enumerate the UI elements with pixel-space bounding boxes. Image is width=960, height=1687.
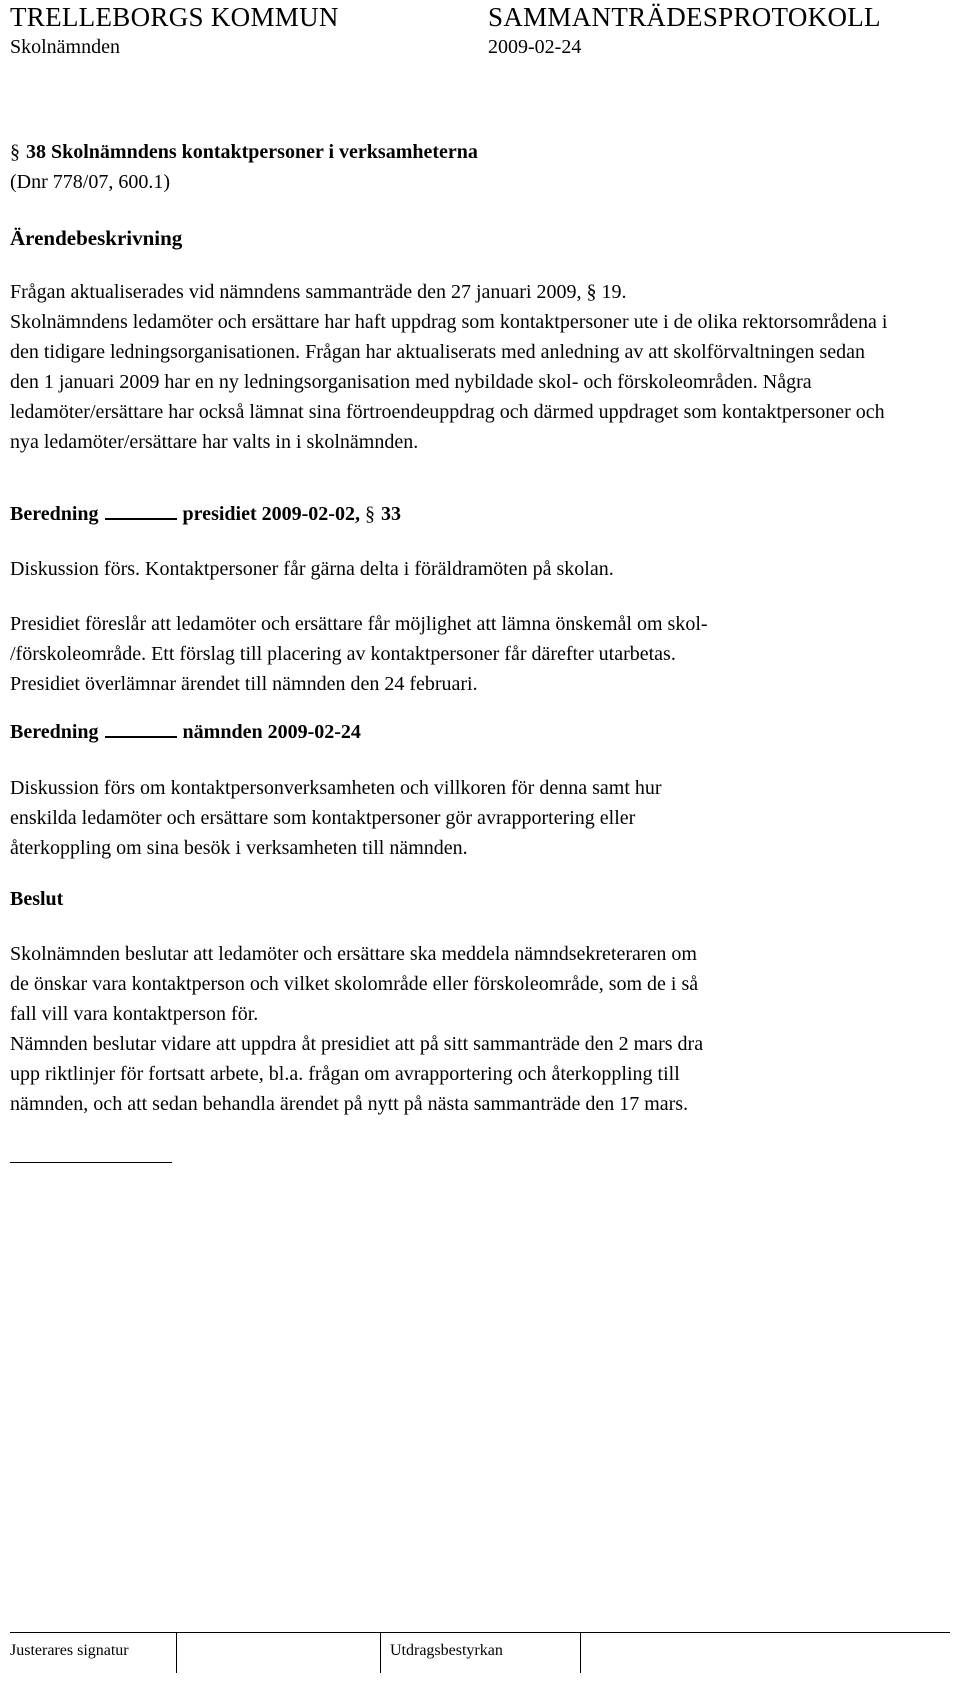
preparation2-heading-block: [10, 717, 950, 747]
preparation1-paragraph2: Presidiet föreslår att ledamöter och ersättare får möjlighet att lämna önskemål om skol- /förskoleområde. Ett förslag till placering av kontaktpersoner får därefter utarbetas. Presidiet överlämnar ärendet till nämnden den 24 februari.: [10, 613, 708, 695]
footer-separator: [380, 1633, 381, 1673]
description-heading-block: [10, 223, 950, 253]
description-body: [10, 277, 950, 457]
dash-rule: [105, 518, 177, 520]
decision-heading: Beslut: [10, 888, 64, 910]
description-first-line: Frågan aktualiserades vid nämndens sammanträde den 27 januari 2009, § 19.: [10, 281, 627, 303]
preparation1-heading-block: [10, 499, 950, 529]
section-header: [10, 137, 950, 197]
document-type: SAMMANTRÄDESPROTOKOLL: [488, 2, 881, 32]
section-title: 38 Skolnämndens kontaktpersoner i verksamheterna: [26, 141, 478, 163]
signature-label: Justerares signatur: [10, 1642, 129, 1659]
decision-body: Skolnämnden beslutar att ledamöter och ersättare ska meddela nämndsekreteraren om de önskar vara kontaktperson och vilket skolområde eller förskoleområde, som de i så fall vill vara kontaktperson för. Nämnden beslutar vidare att uppdra åt presidiet att på sitt sammanträde den 2 mars dra upp riktlinjer för fortsatt arbete, bl.a. frågan om avrapportering och återkoppling till nämnden, och att sedan behandla ärendet på nytt på nästa sammanträde den 17 mars.: [10, 943, 704, 1115]
footer-separator: [580, 1633, 581, 1673]
preparation1-paragraph1: Diskussion förs. Kontaktpersoner får gärna delta i föräldramöten på skolan.: [10, 558, 614, 580]
preparation1-heading: Beredning presidiet 2009-02-02, § 33: [10, 503, 401, 525]
section-title-line: [10, 137, 950, 167]
closing-rule: [10, 1162, 172, 1163]
description-paragraph: Skolnämndens ledamöter och ersättare har haft uppdrag som kontaktpersoner ute i de olika rektorsområdena i den tidigare ledningsorganisationen. Frågan har aktualiserats med anledning av att skolförvaltningen sedan den 1 januari 2009 har en ny ledningsorganisation med nybildade skol- och förskoleområden. Några ledamöter/ersättare har också lämnat sina förtroendeuppdrag och därmed uppdraget som kontaktpersoner och nya ledamöter/ersättare har valts in i skolnämnden.: [10, 311, 888, 453]
decision-heading-block: [10, 884, 950, 914]
certified-label: Utdragsbestyrkan: [390, 1642, 503, 1659]
footer-rule: [10, 1632, 950, 1633]
dash-rule: [105, 736, 177, 738]
footer-separator: [176, 1633, 177, 1673]
meeting-date: 2009-02-24: [488, 36, 582, 58]
description-heading: Ärendebeskrivning: [10, 226, 183, 250]
organization-name: TRELLEBORGS KOMMUN: [10, 2, 339, 32]
board-name: Skolnämnden: [10, 36, 120, 58]
paragraph-symbol: §: [364, 503, 375, 525]
paragraph-symbol: §: [10, 141, 20, 163]
paragraph-symbol: §: [586, 281, 597, 303]
preparation2-heading: Beredning nämnden 2009-02-24: [10, 721, 361, 743]
section-reference: (Dnr 778/07, 600.1): [10, 171, 170, 193]
preparation2-paragraph: Diskussion förs om kontaktpersonverksamheten och villkoren för denna samt hur enskilda ledamöter och ersättare som kontaktpersoner gör avrapportering eller återkoppling om sina besök i verksamheten till nämnden.: [10, 777, 662, 859]
